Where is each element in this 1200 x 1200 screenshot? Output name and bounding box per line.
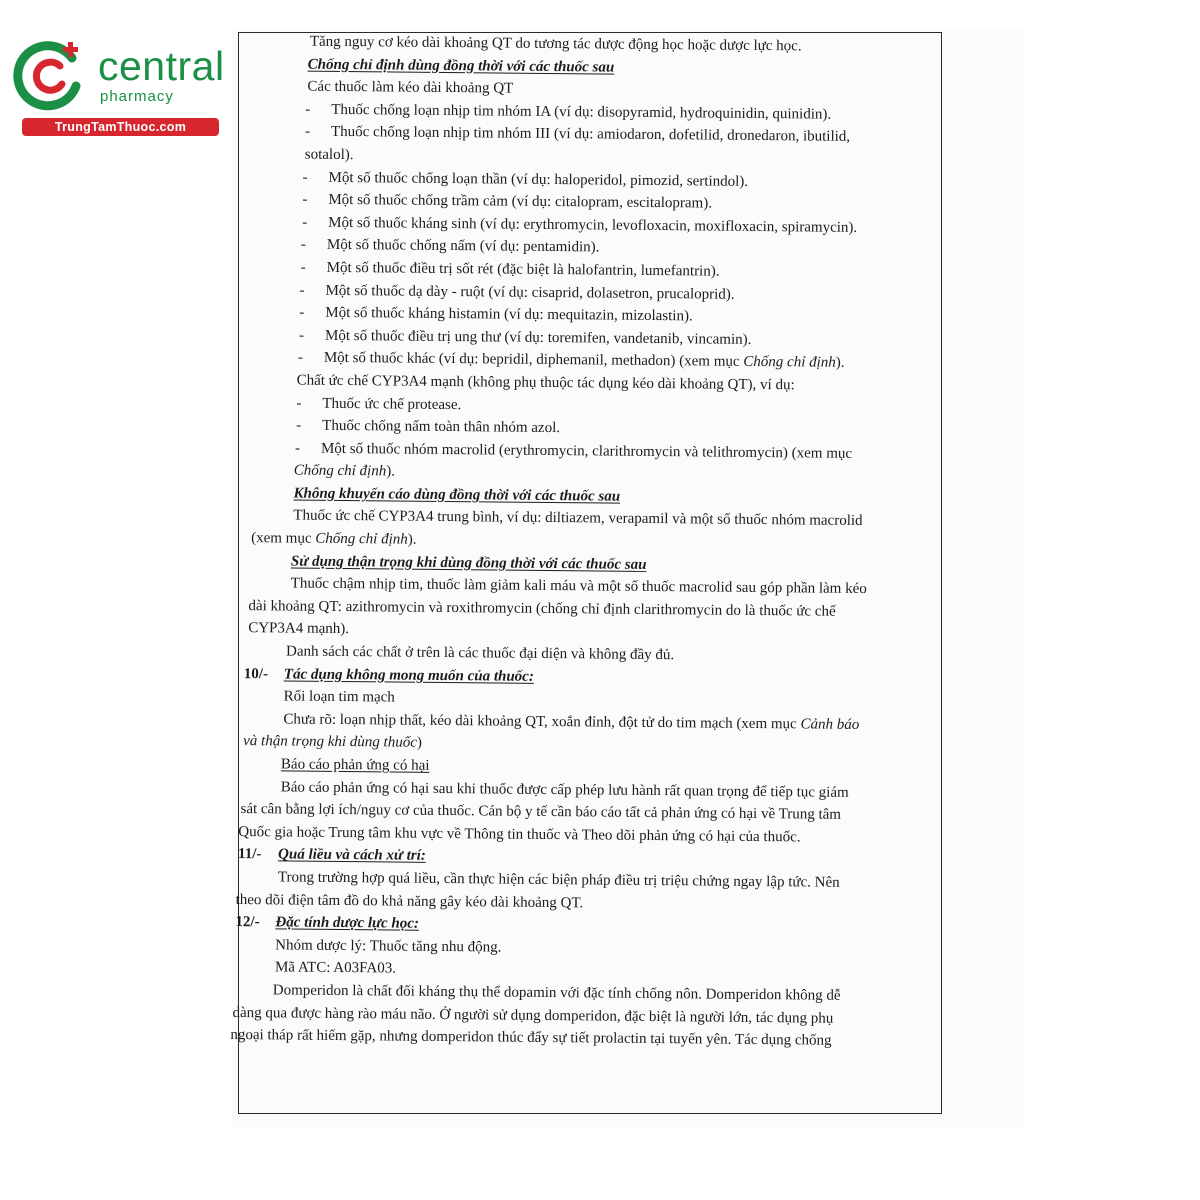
- text-line: dàng qua được hàng rào máu não. Ở người sử dụng domperidon, đặc biệt là người lớn, tác dụng phụ: [232, 1004, 834, 1027]
- brand-tagline: pharmacy: [100, 88, 174, 105]
- text-line: Rối loạn tim mạch: [283, 688, 395, 706]
- subheading-adverse-report: Báo cáo phản ứng có hại: [280, 756, 430, 774]
- website-badge: TrungTamThuoc.com: [22, 118, 219, 136]
- text-line: Quốc gia hoặc Trung tâm khu vực về Thông tin thuốc và Theo dõi phản ứng có hại của thuốc.: [238, 823, 801, 846]
- central-logo-icon: [10, 36, 90, 116]
- text-line: Domperidon là chất đối kháng thụ thể dopamin với đặc tính chống nôn. Domperidon không dễ: [272, 982, 841, 1004]
- text-line: Báo cáo phản ứng có hại sau khi thuốc được cấp phép lưu hành rất quan trọng để tiếp tục giám: [280, 779, 849, 801]
- text-line: Trong trường hợp quá liều, cần thực hiện các biện pháp điều trị triệu chứng ngay lập tức. Nên: [277, 869, 840, 891]
- text-line: Chống chỉ định).: [293, 462, 396, 480]
- list-item: - Một số thuốc chống nấm (ví dụ: pentamidin).: [300, 236, 600, 256]
- list-item: - Một số thuốc điều trị ung thư (ví dụ: toremifen, vandetanib, vincamin).: [298, 327, 752, 348]
- list-item: - Một số thuốc nhóm macrolid (erythromycin, clarithromycin và telithromycin) (xem mục: [294, 440, 853, 462]
- list-item: - Một số thuốc kháng sinh (ví dụ: erythromycin, levofloxacin, moxifloxacin, spiramycin).: [302, 214, 858, 236]
- section-heading-contraindicated: Chống chỉ định dùng đồng thời với các thuốc sau: [307, 56, 615, 76]
- list-item: - Một số thuốc khác (ví dụ: bepridil, diphemanil, methadon) (xem mục Chống chỉ định).: [297, 349, 845, 372]
- text-line: CYP3A4 mạnh).: [248, 620, 350, 638]
- list-item: - Thuốc chống nấm toàn thân nhóm azol.: [296, 417, 561, 437]
- section-10: 10/- Tác dụng không mong muốn của thuốc:: [243, 665, 534, 685]
- text-line: Thuốc ức chế CYP3A4 trung bình, ví dụ: diltiazem, verapamil và một số thuốc nhóm macrolid: [293, 508, 863, 530]
- text-line: (xem mục Chống chỉ định).: [251, 530, 417, 548]
- text-line: Thuốc chậm nhịp tim, thuốc làm giảm kali máu và một số thuốc macrolid sau góp phần làm kéo: [290, 575, 867, 598]
- list-item: - Một số thuốc chống loạn thần (ví dụ: haloperidol, pimozid, sertindol).: [302, 169, 749, 190]
- text-line: theo dõi điện tâm đồ do khả năng gây kéo dài khoảng QT.: [235, 891, 584, 911]
- section-heading-caution: Sử dụng thận trọng khi dùng đồng thời với các thuốc sau: [290, 553, 647, 573]
- list-item: - Một số thuốc chống trầm cảm (ví dụ: citalopram, escitalopram).: [302, 191, 713, 212]
- central-pharmacy-logo: [10, 36, 225, 136]
- section-12: 12/- Đặc tính dược lực học:: [235, 914, 420, 932]
- section-heading-not-recommended: Không khuyến cáo dùng đồng thời với các thuốc sau: [293, 485, 621, 505]
- list-item: - Thuốc ức chế protease.: [296, 395, 462, 413]
- text-line: và thận trọng khi dùng thuốc): [243, 733, 422, 752]
- list-item: - Thuốc chống loạn nhịp tim nhóm III (ví dụ: amiodaron, dofetilid, dronedaron, ibutilid,: [304, 124, 851, 146]
- list-item: - Một số thuốc kháng histamin (ví dụ: mequitazin, mizolastin).: [299, 304, 693, 325]
- text-line: Danh sách các chất ở trên là các thuốc đại diện và không đầy đủ.: [285, 643, 675, 664]
- text-line: Nhóm dược lý: Thuốc tăng nhu động.: [275, 937, 502, 956]
- list-item: - Một số thuốc điều trị sốt rét (đặc biệt là halofantrin, lumefantrin).: [300, 259, 720, 280]
- section-11: 11/- Quá liều và cách xử trí:: [238, 846, 426, 865]
- text-line: dài khoảng QT: azithromycin và roxithromycin (chống chỉ định clarithromycin do là thuốc ức chế: [248, 597, 836, 620]
- text-line: ngoại tháp rất hiếm gặp, nhưng domperidon thúc đẩy sự tiết prolactin tại tuyến yên. Tác dụng chống: [230, 1027, 832, 1049]
- text-line: Chưa rõ: loạn nhịp thất, kéo dài khoảng QT, xoắn đỉnh, đột tử do tim mạch (xem mục Cảnh báo: [283, 711, 860, 733]
- list-item: - Một số thuốc dạ dày - ruột (ví dụ: cisaprid, dolasetron, prucaloprid).: [299, 282, 735, 303]
- text-line: Các thuốc làm kéo dài khoảng QT: [307, 78, 514, 97]
- text-line: Chất ức chế CYP3A4 mạnh (không phụ thuộc tác dụng kéo dài khoảng QT), ví dụ:: [296, 372, 795, 394]
- text-line: Tăng nguy cơ kéo dài khoảng QT do tương tác dược động học hoặc dược lực học.: [309, 33, 802, 55]
- text-line: sát cân bằng lợi ích/nguy cơ của thuốc. Cán bộ y tế cần báo cáo tất cả phản ứng có hại về Trung tâm: [240, 801, 842, 823]
- list-item: - Thuốc chống loạn nhịp tim nhóm IA (ví dụ: disopyramid, hydroquinidin, quinidin).: [305, 101, 832, 123]
- document-content: [230, 30, 945, 1053]
- text-line: Mã ATC: A03FA03.: [274, 959, 397, 977]
- brand-name: central: [98, 43, 225, 89]
- text-line: sotalol).: [304, 146, 354, 164]
